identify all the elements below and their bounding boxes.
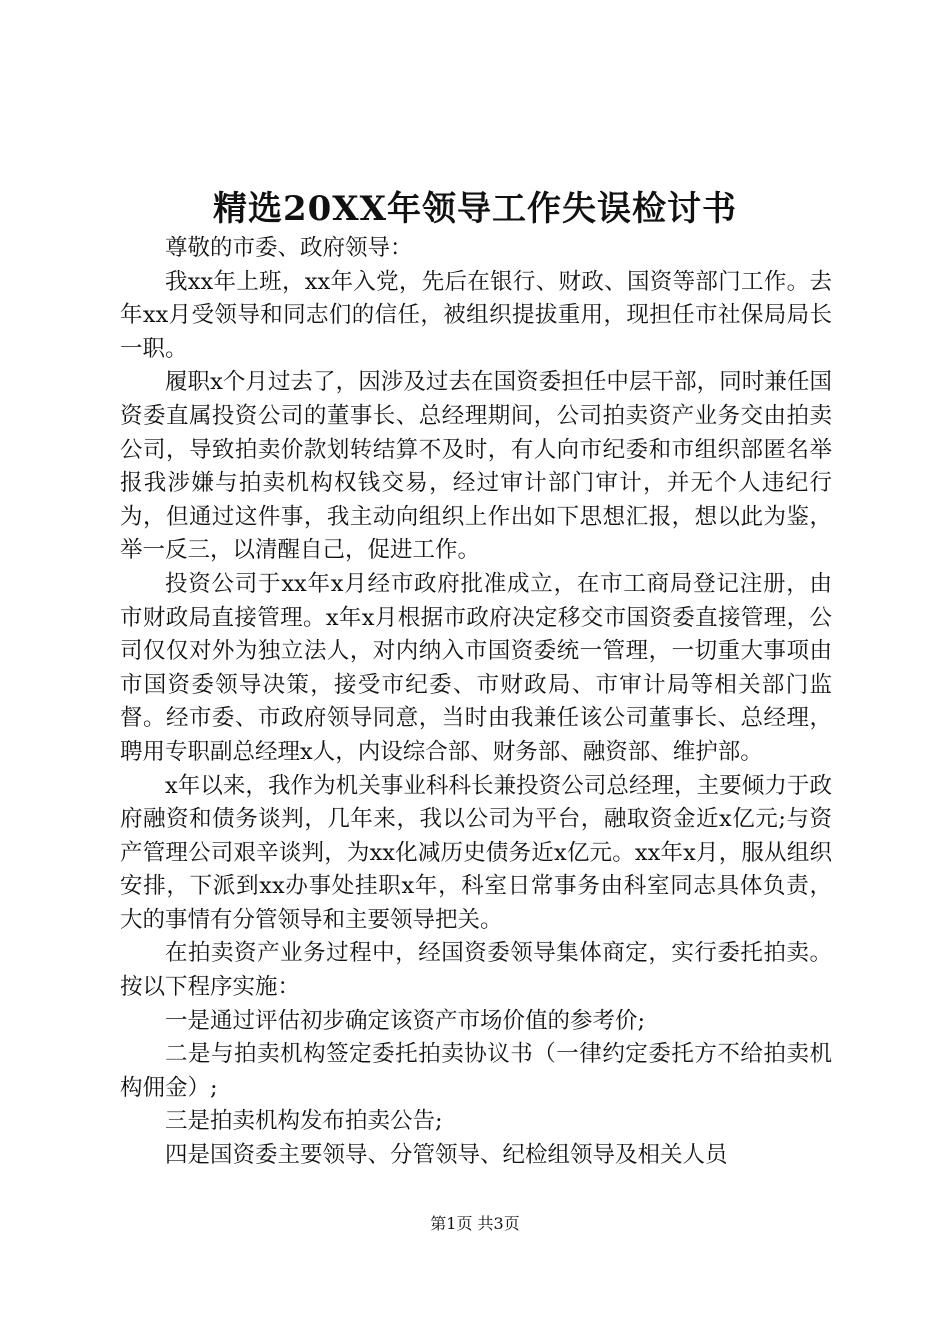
paragraph-3: 投资公司于xx年x月经市政府批准成立，在市工商局登记注册，由市财政局直接管理。x年x月根据市政府决定移交市国资委直接管理，公司仅仅对外为独立法人，对内纳入市国资委统一管理，一切重大事项由市国资委领导决策，接受市纪委、市财政局、市审计局等相关部门监督。经市委、市政府领导同意，当时由我兼任该公司董事长、总经理，聘用专职副总经理x人，内设综合部、财务部、融资部、维护部。 — [120, 570, 832, 765]
page-number-footer: 第1页 共3页 — [430, 1214, 520, 1233]
paragraph-4: x年以来，我作为机关事业科科长兼投资公司总经理，主要倾力于政府融资和债务谈判，几年来，我以公司为平台，融取资金近x亿元;与资产管理公司艰辛谈判，为xx化减历史债务近x亿元。xx年x月，服从组织安排，下派到xx办事处挂职x年，科室日常事务由科室同志具体负责，大的事情有分管领导和主要领导把关。 — [120, 772, 832, 933]
document-body — [120, 232, 832, 1173]
procedure-step-4: 四是国资委主要领导、分管领导、纪检组领导及相关人员 — [165, 1142, 728, 1169]
procedure-step-1: 一是通过评估初步确定该资产市场价值的参考价; — [165, 1007, 646, 1034]
procedure-step-2: 二是与拍卖机构签定委托拍卖协议书（一律约定委托方不给拍卖机构佣金）; — [120, 1041, 832, 1101]
procedure-step-3: 三是拍卖机构发布拍卖公告; — [165, 1108, 443, 1135]
paragraph-1: 我xx年上班，xx年入党，先后在银行、财政、国资等部门工作。去年xx月受领导和同志们的信任，被组织提拔重用，现担任市社保局局长一职。 — [120, 268, 832, 362]
paragraph-2: 履职x个月过去了，因涉及过去在国资委担任中层干部，同时兼任国资委直属投资公司的董事长、总经理期间，公司拍卖资产业务交由拍卖公司，导致拍卖价款划转结算不及时，有人向市纪委和市组织部匿名举报我涉嫌与拍卖机构权钱交易，经过审计部门审计，并无个人违纪行为，但通过这件事，我主动向组织上作出如下思想汇报，想以此为鉴，举一反三，以清醒自己，促进工作。 — [120, 369, 832, 564]
document-title: 精选20XX年领导工作失误检讨书 — [212, 189, 738, 229]
salutation: 尊敬的市委、政府领导： — [165, 235, 413, 261]
paragraph-5: 在拍卖资产业务过程中，经国资委领导集体商定，实行委托拍卖。按以下程序实施： — [120, 940, 832, 1001]
